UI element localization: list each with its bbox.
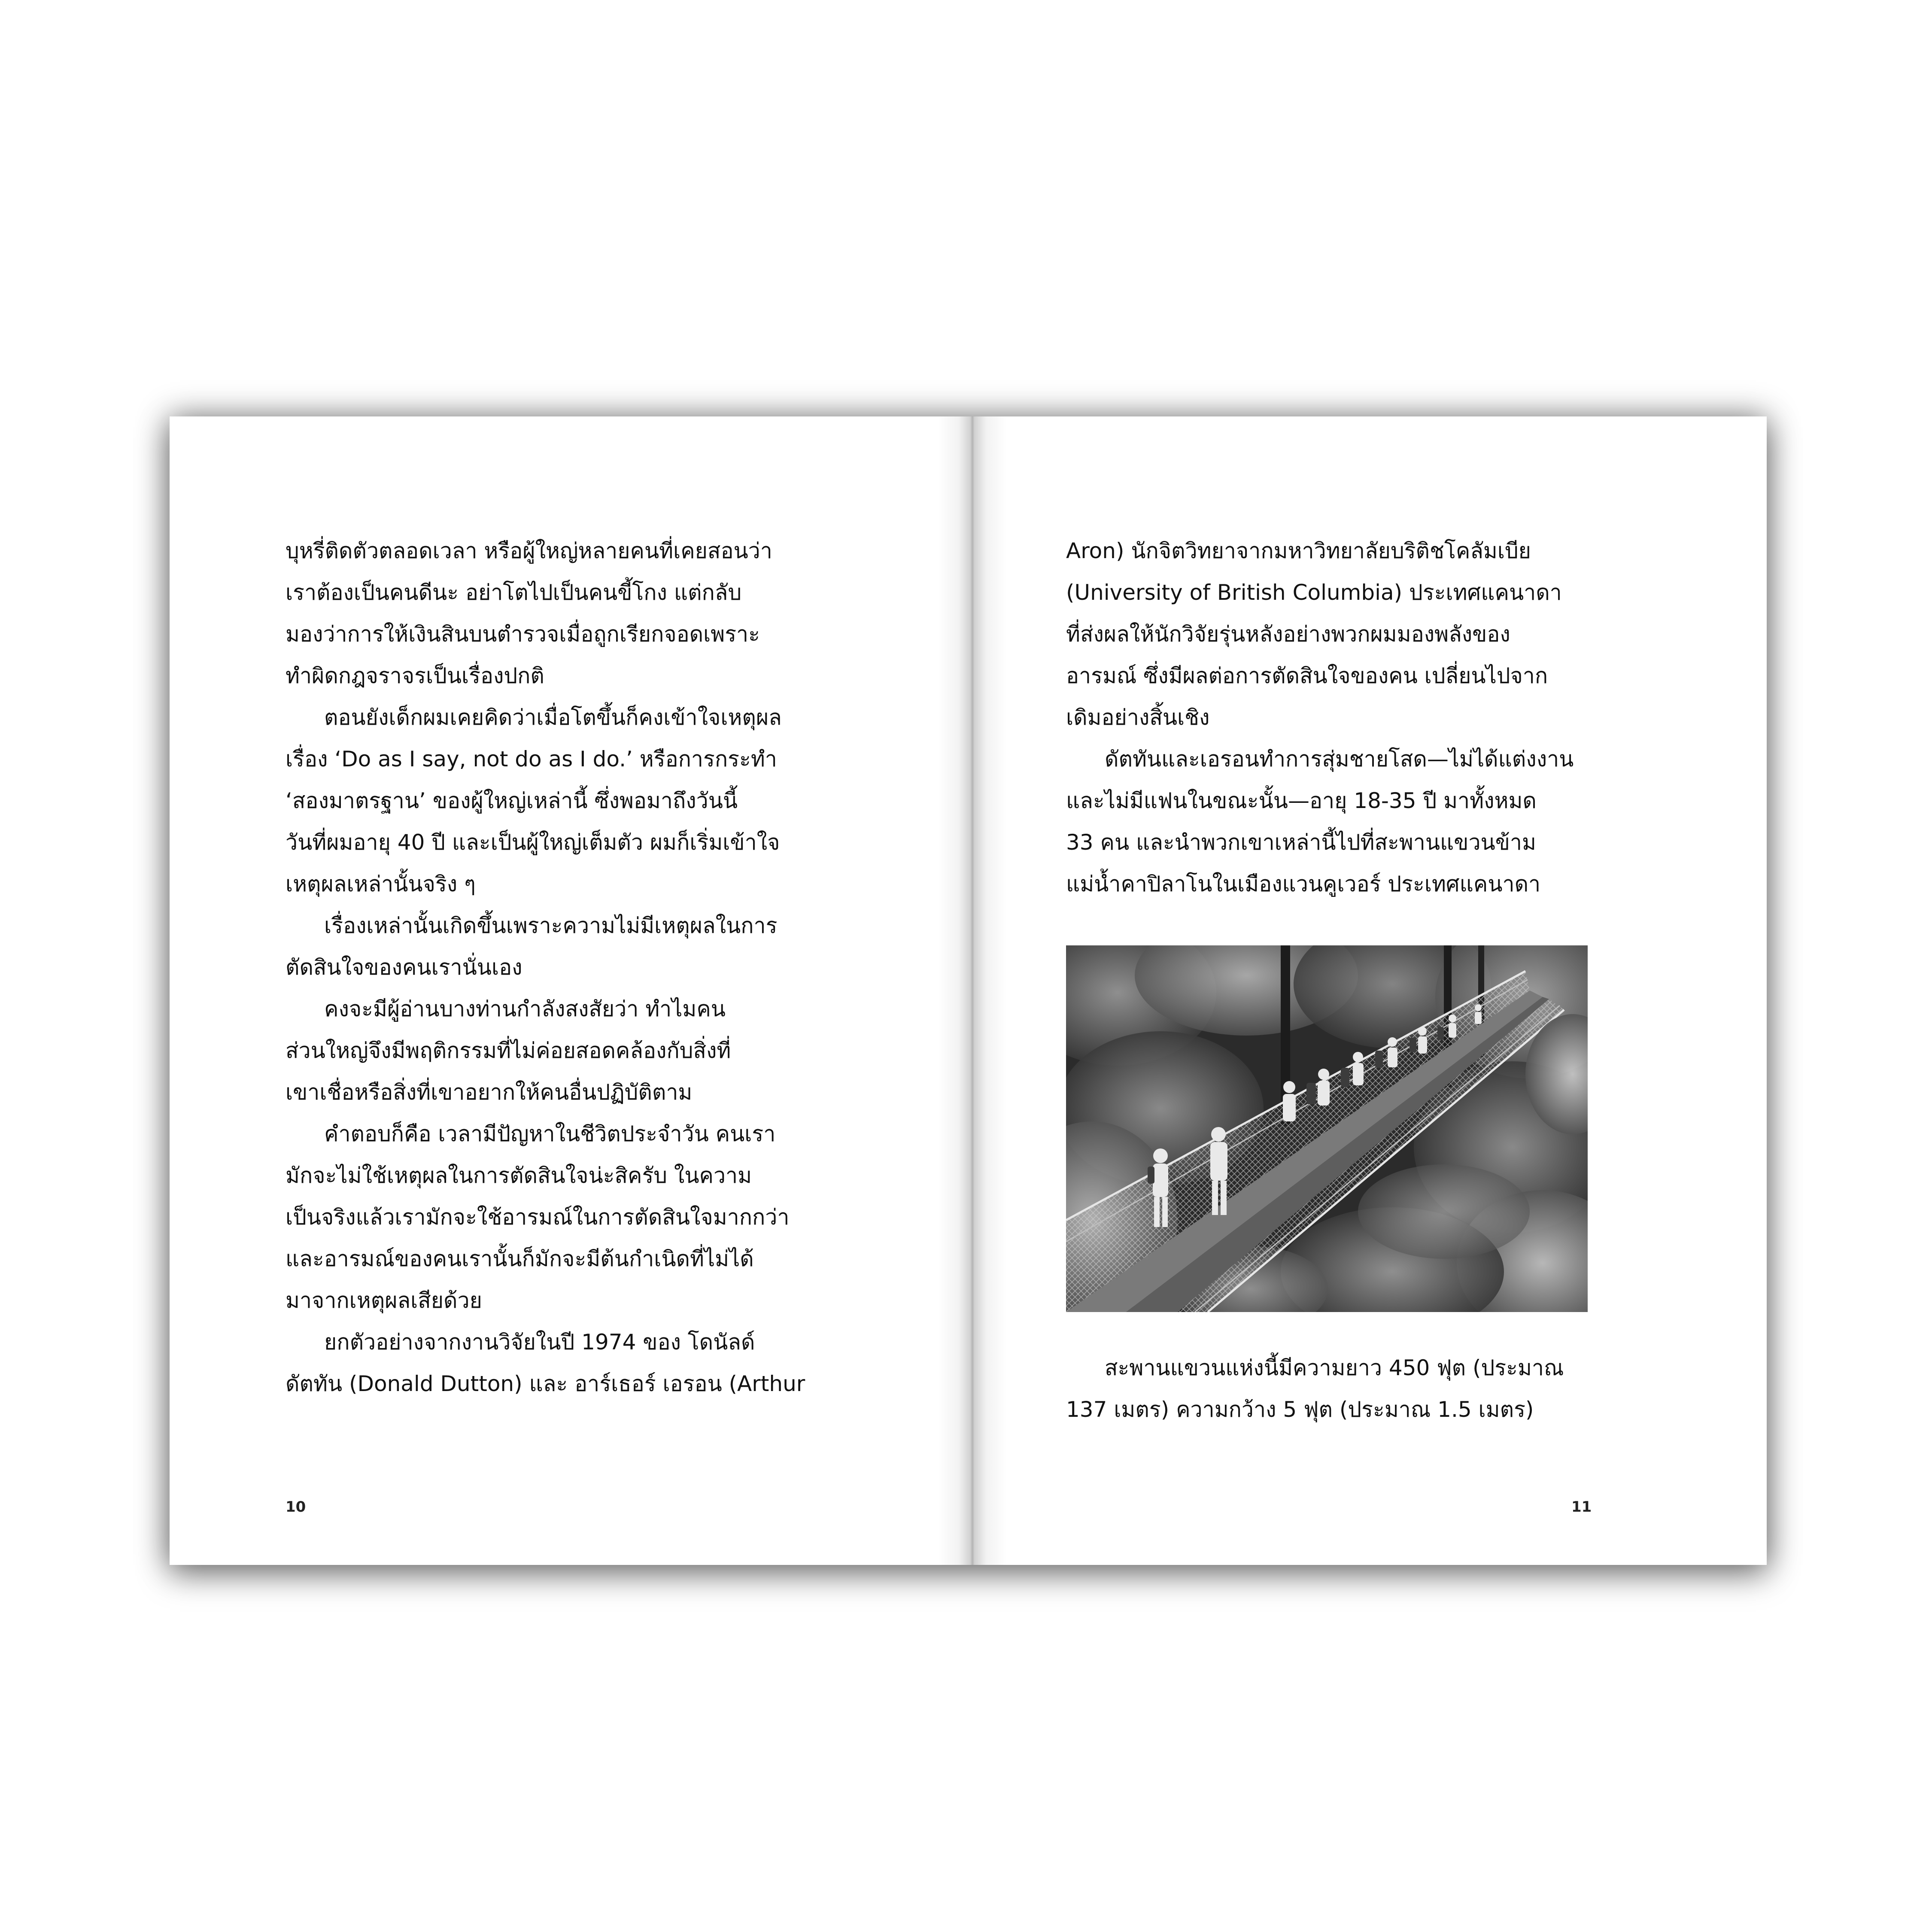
text-line: มาจากเหตุผลเสียด้วย	[286, 1288, 482, 1313]
text-line: เรื่อง ‘Do as I say, not do as I do.’ หรือการกระทำ	[286, 747, 777, 772]
text-line: เหตุผลเหล่านั้นจริง ๆ	[286, 872, 476, 896]
text-line: มองว่าการให้เงินสินบนตำรวจเมื่อถูกเรียกจอดเพราะ	[286, 622, 760, 647]
photo-caption	[1066, 1347, 1594, 1431]
text-line: (University of British Columbia) ประเทศแคนาดา	[1066, 580, 1562, 605]
text-line: ดัตทัน (Donald Dutton) และ อาร์เธอร์ เอรอน (Arthur	[286, 1371, 805, 1396]
bridge-photo	[1066, 945, 1588, 1312]
text-line: ‘สองมาตรฐาน’ ของผู้ใหญ่เหล่านี้ ซึ่งพอมาถึงวันนี้	[286, 788, 738, 813]
text-line: สะพานแขวนแห่งนี้มีความยาว 450 ฟุต (ประมาณ	[1105, 1355, 1564, 1380]
text-line: ตอนยังเด็กผมเคยคิดว่าเมื่อโตขึ้นก็คงเข้าใจเหตุผล	[324, 705, 782, 730]
text-line: และไม่มีแฟนในขณะนั้น—อายุ 18-35 ปี มาทั้งหมด	[1066, 788, 1537, 813]
left-page-body	[286, 530, 814, 1405]
text-line: วันที่ผมอายุ 40 ปี และเป็นผู้ใหญ่เต็มตัว ผมก็เริ่มเข้าใจ	[286, 830, 780, 855]
book-gutter	[938, 416, 1007, 1565]
text-line: เขาเชื่อหรือสิ่งที่เขาอยากให้คนอื่นปฏิบัติตาม	[286, 1080, 693, 1105]
text-line: เราต้องเป็นคนดีนะ อย่าโตไปเป็นคนขี้โกง แต่กลับ	[286, 580, 742, 605]
text-line: ทำผิดกฎจราจรเป็นเรื่องปกติ	[286, 663, 544, 688]
text-line: 33 คน และนำพวกเขาเหล่านี้ไปที่สะพานแขวนข้าม	[1066, 830, 1536, 855]
right-page-body	[1066, 530, 1594, 905]
text-line: คงจะมีผู้อ่านบางท่านกำลังสงสัยว่า ทำไมคน	[324, 996, 726, 1021]
text-line: บุหรี่ติดตัวตลอดเวลา หรือผู้ใหญ่หลายคนที่เคยสอนว่า	[286, 538, 772, 563]
text-line: อารมณ์ ซึ่งมีผลต่อการตัดสินใจของคน เปลี่ยนไปจาก	[1066, 663, 1548, 688]
text-line: ที่ส่งผลให้นักวิจัยรุ่นหลังอย่างพวกผมมองพลังของ	[1066, 622, 1510, 647]
open-book	[170, 416, 1767, 1565]
text-line: ตัดสินใจของคนเรานั่นเอง	[286, 955, 522, 980]
text-line: เดิมอย่างสิ้นเชิง	[1066, 705, 1210, 730]
page-number-left: 10	[286, 1498, 306, 1516]
text-line: เป็นจริงแล้วเรามักจะใช้อารมณ์ในการตัดสินใจมากกว่า	[286, 1205, 790, 1230]
text-line: ยกตัวอย่างจากงานวิจัยในปี 1974 ของ โดนัลด์	[324, 1330, 755, 1355]
left-page	[170, 416, 968, 1565]
text-line: แม่น้ำคาปิลาโนในเมืองแวนคูเวอร์ ประเทศแคนาดา	[1066, 872, 1541, 896]
text-line: 137 เมตร) ความกว้าง 5 ฟุต (ประมาณ 1.5 เมตร)	[1066, 1397, 1534, 1422]
text-line: เรื่องเหล่านั้นเกิดขึ้นเพราะความไม่มีเหตุผลในการ	[324, 913, 778, 938]
right-page	[968, 416, 1767, 1565]
text-line: มักจะไม่ใช้เหตุผลในการตัดสินใจน่ะสิครับ ในความ	[286, 1163, 752, 1188]
text-line: ส่วนใหญ่จึงมีพฤติกรรมที่ไม่ค่อยสอดคล้องกับสิ่งที่	[286, 1038, 731, 1063]
text-line: ดัตทันและเอรอนทำการสุ่มชายโสด—ไม่ได้แต่งงาน	[1105, 747, 1574, 772]
page-number-right: 11	[1571, 1498, 1592, 1516]
text-line: Aron) นักจิตวิทยาจากมหาวิทยาลัยบริติชโคลัมเบีย	[1066, 538, 1531, 563]
text-line: และอารมณ์ของคนเรานั้นก็มักจะมีต้นกำเนิดที่ไม่ได้	[286, 1246, 754, 1271]
text-line: คำตอบก็คือ เวลามีปัญหาในชีวิตประจำวัน คนเรา	[324, 1121, 776, 1146]
